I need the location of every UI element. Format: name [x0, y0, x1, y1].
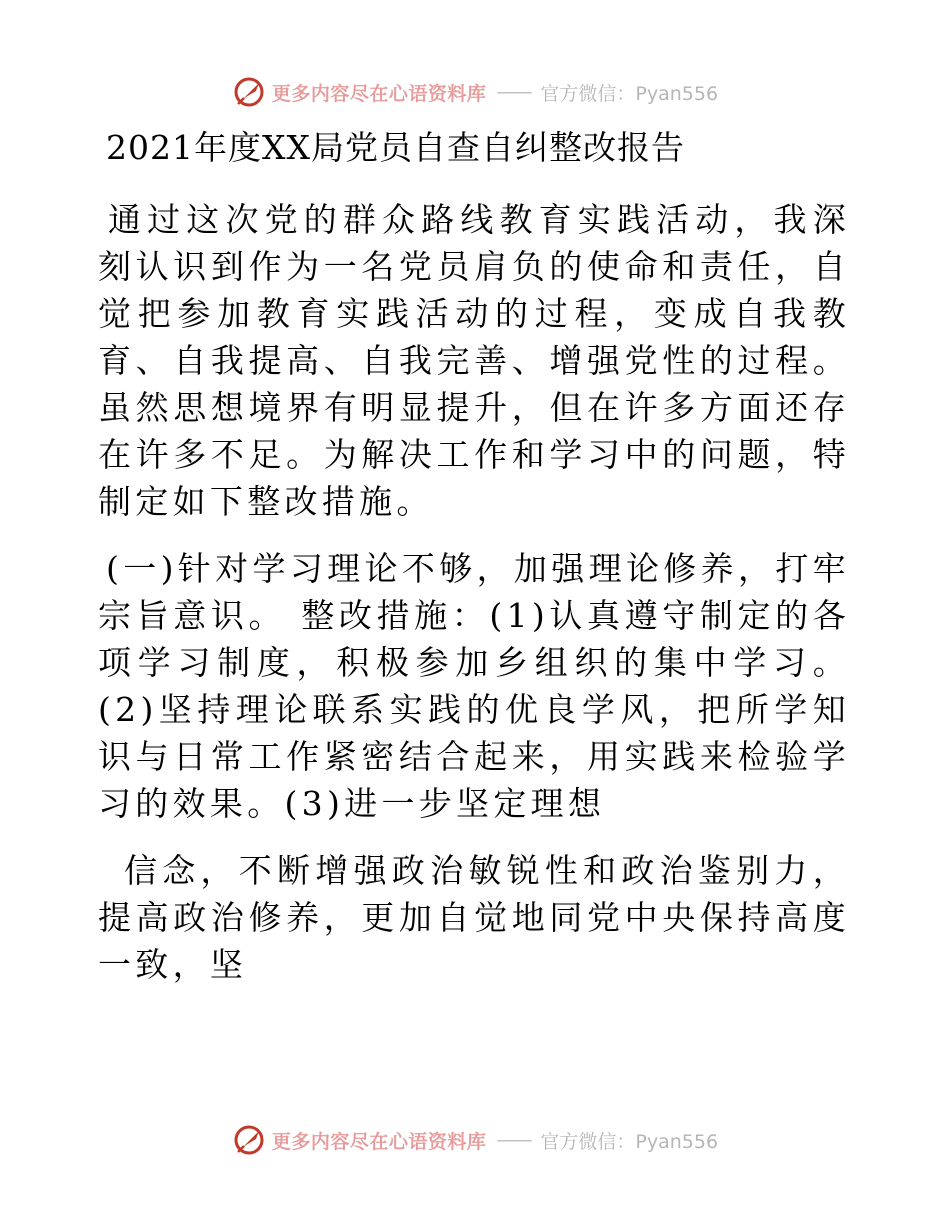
- document-body: [98, 196, 850, 1008]
- watermark-dash: ——: [496, 81, 531, 103]
- watermark-text: 更多内容尽在心语资料库: [271, 1130, 487, 1153]
- quill-logo-icon: [232, 1123, 266, 1157]
- paragraph: 信念，不断增强政治敏锐性和政治鉴别力，提高政治修养，更加自觉地同党中央保持高度一致，坚: [98, 851, 850, 984]
- document-title: 2021年度XX局党员自查自纠整改报告: [106, 128, 685, 167]
- watermark-wechat: 官方微信：Pyan556: [540, 82, 719, 105]
- paragraph: 通过这次党的群众路线教育实践活动，我深刻认识到作为一名党员肩负的使命和责任，自觉把参加教育实践活动的过程，变成自我教育、自我提高、自我完善、增强党性的过程。虽然思想境界有明显提升，但在许多方面还存在许多不足。为解决工作和学习中的问题，特制定如下整改措施。: [98, 200, 850, 521]
- paragraph: (一)针对学习理论不够，加强理论修养，打牢宗旨意识。 整改措施：(1)认真遵守制定的各项学习制度，积极参加乡组织的集中学习。(2)坚持理论联系实践的优良学风，把所学知识与日常工作紧密结合起来，用实践来检验学习的效果。(3)进一步坚定理想: [98, 549, 850, 823]
- watermark-wechat: 官方微信：Pyan556: [540, 1130, 719, 1153]
- footer-watermark: [0, 1120, 950, 1160]
- watermark-dash: ——: [496, 1129, 531, 1151]
- watermark-text: 更多内容尽在心语资料库: [271, 82, 487, 105]
- quill-logo-icon: [232, 75, 266, 109]
- header-watermark: [0, 72, 950, 112]
